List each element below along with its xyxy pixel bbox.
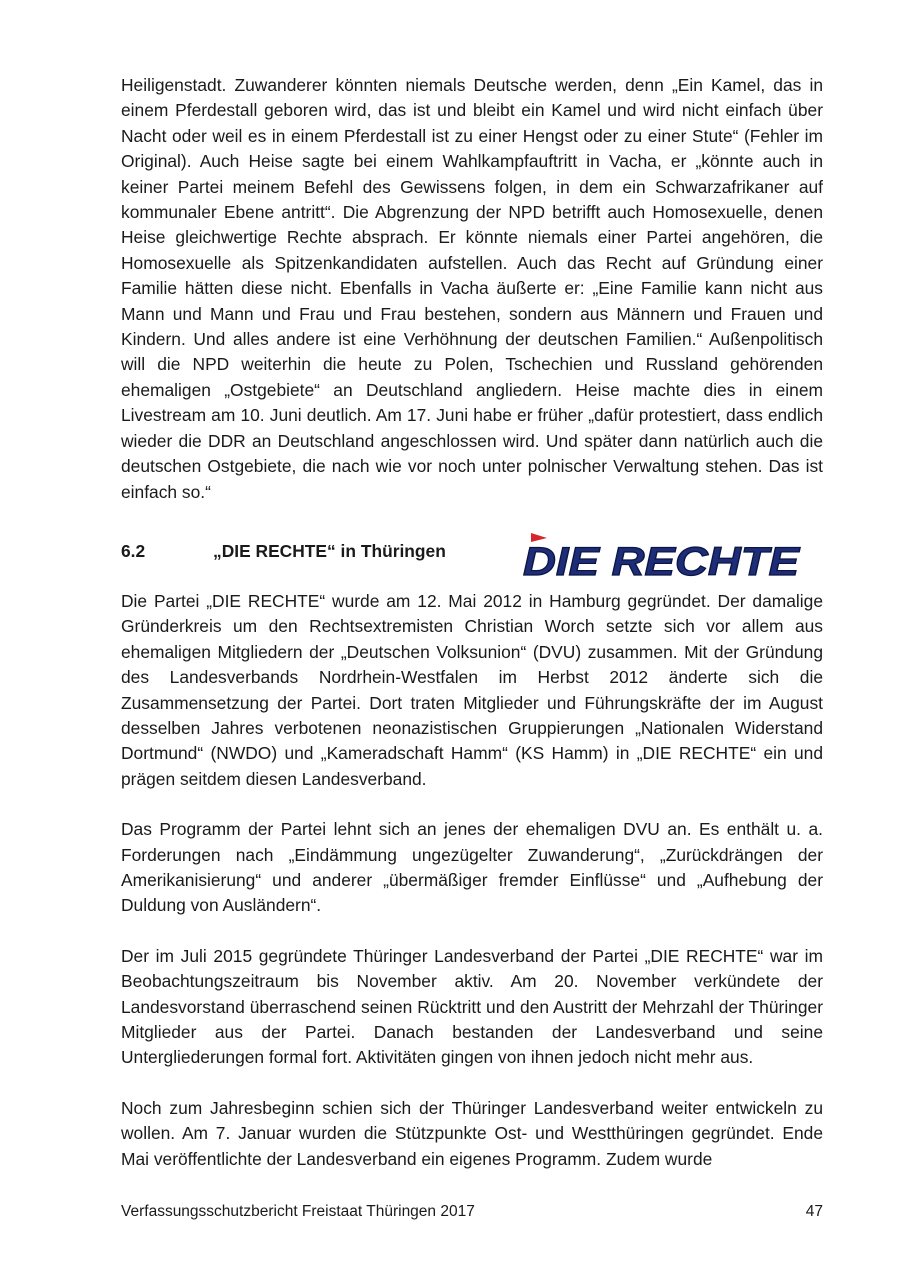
page-footer bbox=[121, 1203, 823, 1221]
logo-text: DIE RECHTE bbox=[523, 539, 801, 584]
body-paragraph: Die Partei „DIE RECHTE“ wurde am 12. Mai 2012 in Hamburg gegründet. Der damalige Gründerkreis um den Rechtsextremisten Christian Worch setzte sich vor allem aus ehemaligen Mitgliedern der „Deutschen Volksunion“ (DVU) zusammen. Mit der Gründung des Landesverbands Nordrhein-Westfalen im Herbst 2012 änderte sich die Zusammensetzung der Partei. Dort traten Mitglieder und Führungskräfte der im August desselben Jahres verbotenen neonazistischen Gruppierungen „Nationalen Widerstand Dortmund“ (NWDO) und „Kameradschaft Hamm“ (KS Hamm) in „DIE RECHTE“ ein und prägen seitdem diesen Landesverband. bbox=[121, 590, 823, 789]
body-paragraph: Der im Juli 2015 gegründete Thüringer Landesverband der Partei „DIE RECHTE“ war im Beobachtungszeitraum bis November aktiv. Am 20. November verkündete der Landesvorstand überraschend seinen Rücktritt und den Austritt der Mehrzahl der Thüringer Mitglieder aus der Partei. Danach bestanden der Landesverband und seine Untergliederungen formal fort. Aktivitäten gingen von ihnen jedoch nicht mehr aus. bbox=[121, 945, 823, 1068]
section-title: „DIE RECHTE“ in Thüringen bbox=[213, 540, 446, 561]
body-paragraph: Heiligenstadt. Zuwanderer könnten niemals Deutsche werden, denn „Ein Kamel, das in einem Pferdestall geboren wird, das ist und bleibt ein Kamel und wird nicht einfach über Nacht oder weil es in einem Pferdestall ist zu einer Hengst oder zu einer Stute“ (Fehler im Original). Auch Heise sagte bei einem Wahlkampfauftritt in Vacha, er „könnte auch in keiner Partei meinem Befehl des Gewissens folgen, in dem ein Schwarzafrikaner auf kommunaler Ebene antritt“. Die Abgrenzung der NPD betrifft auch Homosexuelle, denen Heise gleichwertige Rechte absprach. Er könnte niemals einer Partei angehören, die Homosexuelle als Spitzenkandidaten aufstellen. Auch das Recht auf Gründung einer Familie hätten diese nicht. Ebenfalls in Vacha äußerte er: „Eine Familie kann nicht aus Mann und Mann und Frau und Frau bestehen, sondern aus Männern und Frauen und Kindern. Und alles andere ist eine Verhöhnung der deutschen Familien.“ Außenpolitisch will die NPD weiterhin die heute zu Polen, Tschechien und Russland gehörenden ehemaligen „Ostgebiete“ an Deutschland angliedern. Heise machte dies in einem Livestream am 10. Juni deutlich. Am 17. Juni habe er früher „dafür protestiert, dass endlich wieder die DDR an Deutschland angeschlossen wird. Und später dann natürlich auch die deutschen Ostgebiete, die nach wie vor noch unter polnischer Verwaltung stehen. Das ist einfach so.“ bbox=[121, 75, 823, 502]
section-number: 6.2 bbox=[121, 540, 146, 561]
section-heading bbox=[121, 529, 823, 589]
page-content bbox=[121, 73, 823, 1172]
body-paragraph: Noch zum Jahresbeginn schien sich der Thüringer Landesverband weiter entwickeln zu wollen. Am 7. Januar wurden die Stützpunkte Ost- und Westthüringen gegründet. Ende Mai veröffentlichte der Landesverband ein eigenes Programm. Zudem wurde bbox=[121, 1097, 823, 1169]
die-rechte-logo bbox=[517, 529, 807, 585]
body-paragraph: Das Programm der Partei lehnt sich an jenes der ehemaligen DVU an. Es enthält u. a. Forderungen nach „Eindämmung ungezügelter Zuwanderung“, „Zurückdrängen der Amerikanisierung“ und anderer „übermäßiger fremder Einflüsse“ und „Aufhebung der Duldung von Ausländern“. bbox=[121, 819, 823, 916]
footer-title: Verfassungsschutzbericht Freistaat Thüringen 2017 bbox=[121, 1203, 475, 1220]
page-number: 47 bbox=[805, 1203, 823, 1220]
